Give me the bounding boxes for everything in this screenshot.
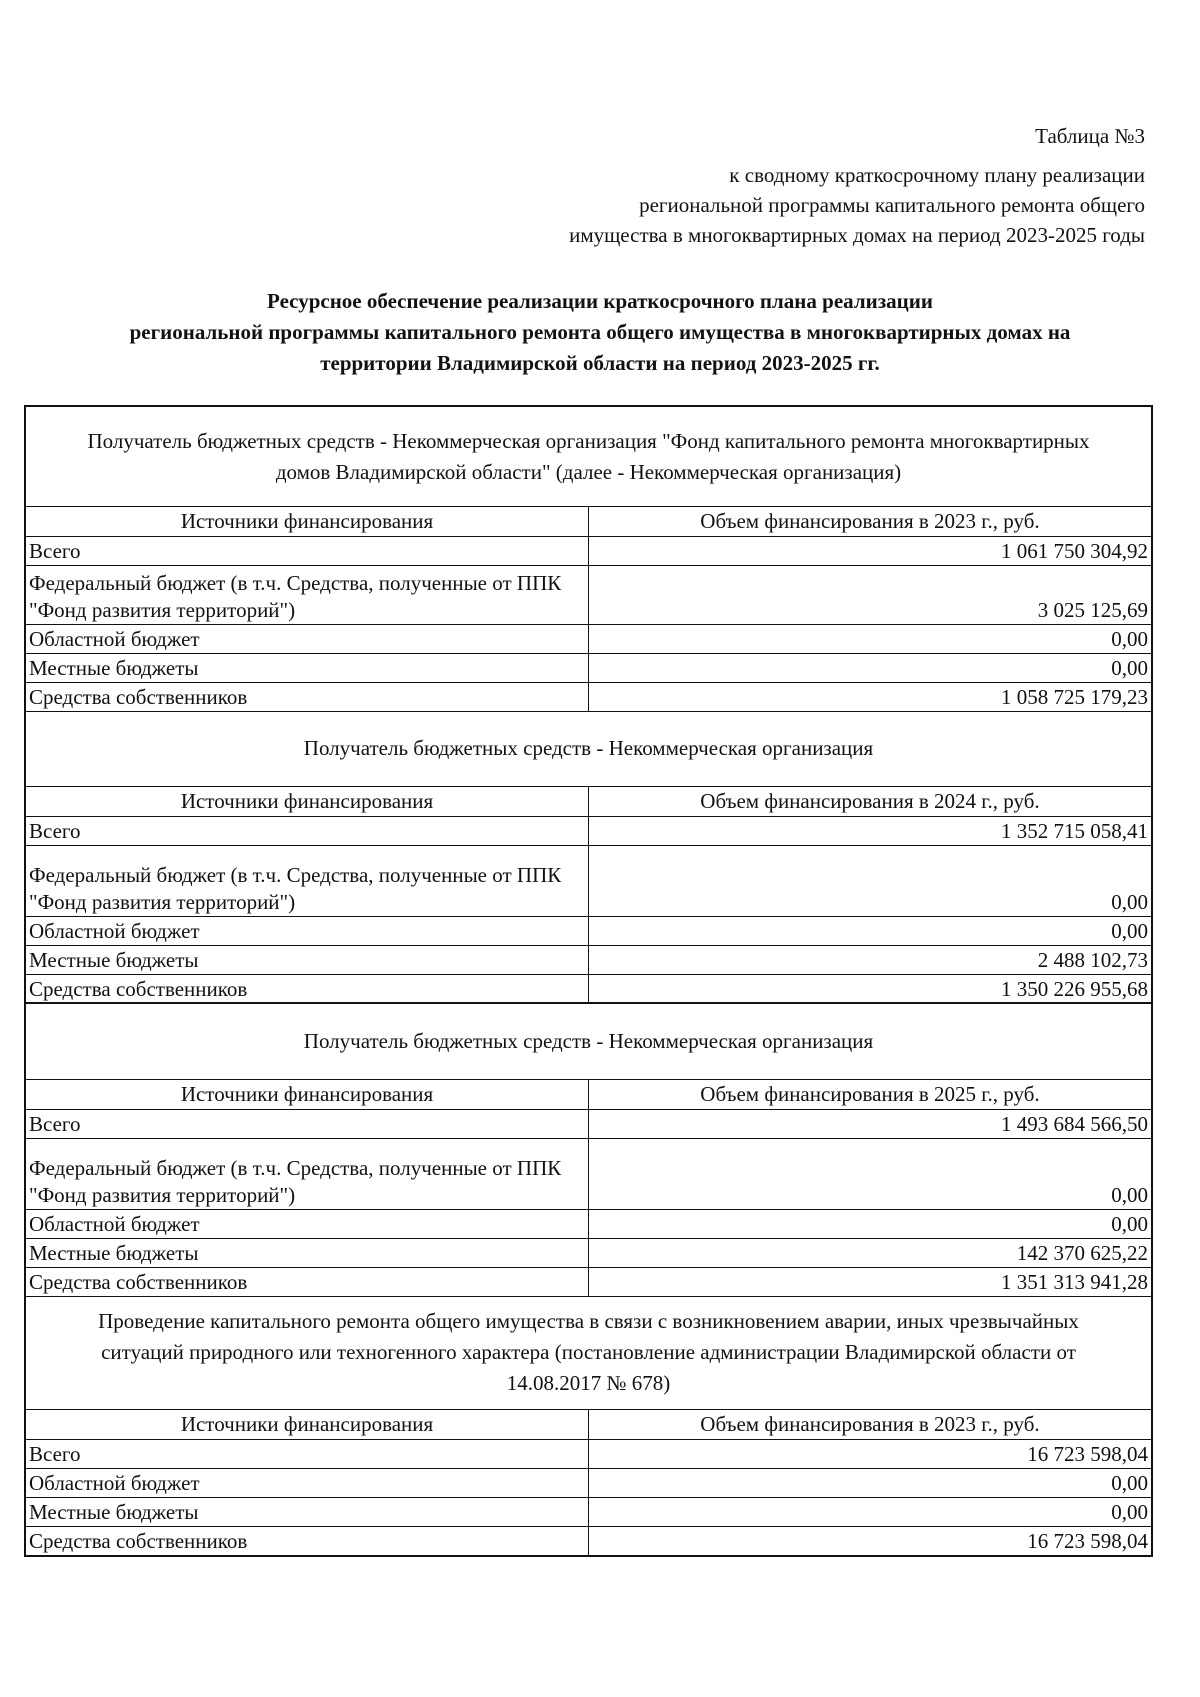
table-row xyxy=(26,1110,1152,1139)
header-line: имущества в многоквартирных домах на период 2023-2025 годы xyxy=(569,223,1145,247)
source-label: Областной бюджет xyxy=(26,625,589,654)
title-line: территории Владимирской области на период 2023-2025 гг. xyxy=(320,351,880,375)
amount-value: 1 061 750 304,92 xyxy=(589,537,1152,566)
amount-value: 0,00 xyxy=(589,1210,1152,1239)
source-label: Всего xyxy=(26,537,589,566)
amount-value: 1 493 684 566,50 xyxy=(589,1110,1152,1139)
column-header-volume: Объем финансирования в 2024 г., руб. xyxy=(589,786,1152,816)
table-row xyxy=(26,1268,1152,1297)
table-row xyxy=(26,1239,1152,1268)
amount-value: 3 025 125,69 xyxy=(589,566,1152,625)
source-label: Всего xyxy=(26,816,589,845)
table-row xyxy=(26,974,1152,1003)
financing-table xyxy=(24,405,1153,1557)
section-header: Получатель бюджетных средств - Некоммерческая организация xyxy=(26,1003,1152,1080)
document-title xyxy=(0,286,1200,379)
section-header: Получатель бюджетных средств - Некоммерческая организация xyxy=(26,711,1152,786)
source-label: Федеральный бюджет (в т.ч. Средства, полученные от ППК "Фонд развития территорий") xyxy=(26,1139,589,1210)
amount-value: 16 723 598,04 xyxy=(589,1439,1152,1468)
amount-value: 0,00 xyxy=(589,916,1152,945)
source-label: Федеральный бюджет (в т.ч. Средства, полученные от ППК "Фонд развития территорий") xyxy=(26,845,589,916)
table-row xyxy=(26,1497,1152,1526)
section-table xyxy=(25,406,1152,712)
source-label: Областной бюджет xyxy=(26,1210,589,1239)
table-row xyxy=(26,566,1152,625)
table-row xyxy=(26,1439,1152,1468)
source-label: Местные бюджеты xyxy=(26,1497,589,1526)
table-row xyxy=(26,845,1152,916)
column-header-source: Источники финансирования xyxy=(26,507,589,537)
source-label: Местные бюджеты xyxy=(26,654,589,683)
source-label: Областной бюджет xyxy=(26,1468,589,1497)
amount-value: 142 370 625,22 xyxy=(589,1239,1152,1268)
source-label: Средства собственников xyxy=(26,1526,589,1555)
table-row xyxy=(26,625,1152,654)
column-header-source: Источники финансирования xyxy=(26,786,589,816)
table-row xyxy=(26,537,1152,566)
table-row xyxy=(26,916,1152,945)
amount-value: 1 350 226 955,68 xyxy=(589,974,1152,1003)
table-row xyxy=(26,945,1152,974)
table-number: Таблица №3 xyxy=(1035,124,1145,148)
column-header-volume: Объем финансирования в 2023 г., руб. xyxy=(589,1409,1152,1439)
source-label: Местные бюджеты xyxy=(26,945,589,974)
source-label: Всего xyxy=(26,1439,589,1468)
section-table xyxy=(25,1002,1152,1297)
amount-value: 0,00 xyxy=(589,845,1152,916)
title-line: Ресурсное обеспечение реализации краткосрочного плана реализации xyxy=(267,289,933,313)
amount-value: 0,00 xyxy=(589,1468,1152,1497)
amount-value: 0,00 xyxy=(589,1139,1152,1210)
section-table xyxy=(25,711,1152,1004)
column-header-volume: Объем финансирования в 2023 г., руб. xyxy=(589,507,1152,537)
section-header: Получатель бюджетных средств - Некоммерческая организация "Фонд капитального ремонта многоквартирных домов Владимирской области" (далее - Некоммерческая организация) xyxy=(26,407,1152,507)
header-subtitle xyxy=(569,160,1145,250)
source-label: Областной бюджет xyxy=(26,916,589,945)
title-line: региональной программы капитального ремонта общего имущества в многоквартирных домах на xyxy=(129,320,1071,344)
amount-value: 0,00 xyxy=(589,1497,1152,1526)
column-header-volume: Объем финансирования в 2025 г., руб. xyxy=(589,1080,1152,1110)
source-label: Средства собственников xyxy=(26,1268,589,1297)
table-row xyxy=(26,1210,1152,1239)
amount-value: 1 352 715 058,41 xyxy=(589,816,1152,845)
column-header-source: Источники финансирования xyxy=(26,1409,589,1439)
source-label: Средства собственников xyxy=(26,974,589,1003)
amount-value: 16 723 598,04 xyxy=(589,1526,1152,1555)
source-label: Местные бюджеты xyxy=(26,1239,589,1268)
table-row xyxy=(26,654,1152,683)
table-row xyxy=(26,683,1152,712)
table-row xyxy=(26,1139,1152,1210)
header-line: к сводному краткосрочному плану реализации xyxy=(729,163,1145,187)
column-header-source: Источники финансирования xyxy=(26,1080,589,1110)
section-table xyxy=(25,1296,1152,1556)
amount-value: 1 351 313 941,28 xyxy=(589,1268,1152,1297)
source-label: Средства собственников xyxy=(26,683,589,712)
table-row xyxy=(26,816,1152,845)
table-row xyxy=(26,1526,1152,1555)
header-line: региональной программы капитального ремонта общего xyxy=(639,193,1145,217)
amount-value: 0,00 xyxy=(589,654,1152,683)
amount-value: 1 058 725 179,23 xyxy=(589,683,1152,712)
table-row xyxy=(26,1468,1152,1497)
source-label: Всего xyxy=(26,1110,589,1139)
amount-value: 2 488 102,73 xyxy=(589,945,1152,974)
section-header: Проведение капитального ремонта общего имущества в связи с возникновением аварии, иных чрезвычайных ситуаций природного или техногенного характера (постановление администрации Владимирской области от 14.08.2017 № 678) xyxy=(26,1296,1152,1409)
source-label: Федеральный бюджет (в т.ч. Средства, полученные от ППК "Фонд развития территорий") xyxy=(26,566,589,625)
amount-value: 0,00 xyxy=(589,625,1152,654)
